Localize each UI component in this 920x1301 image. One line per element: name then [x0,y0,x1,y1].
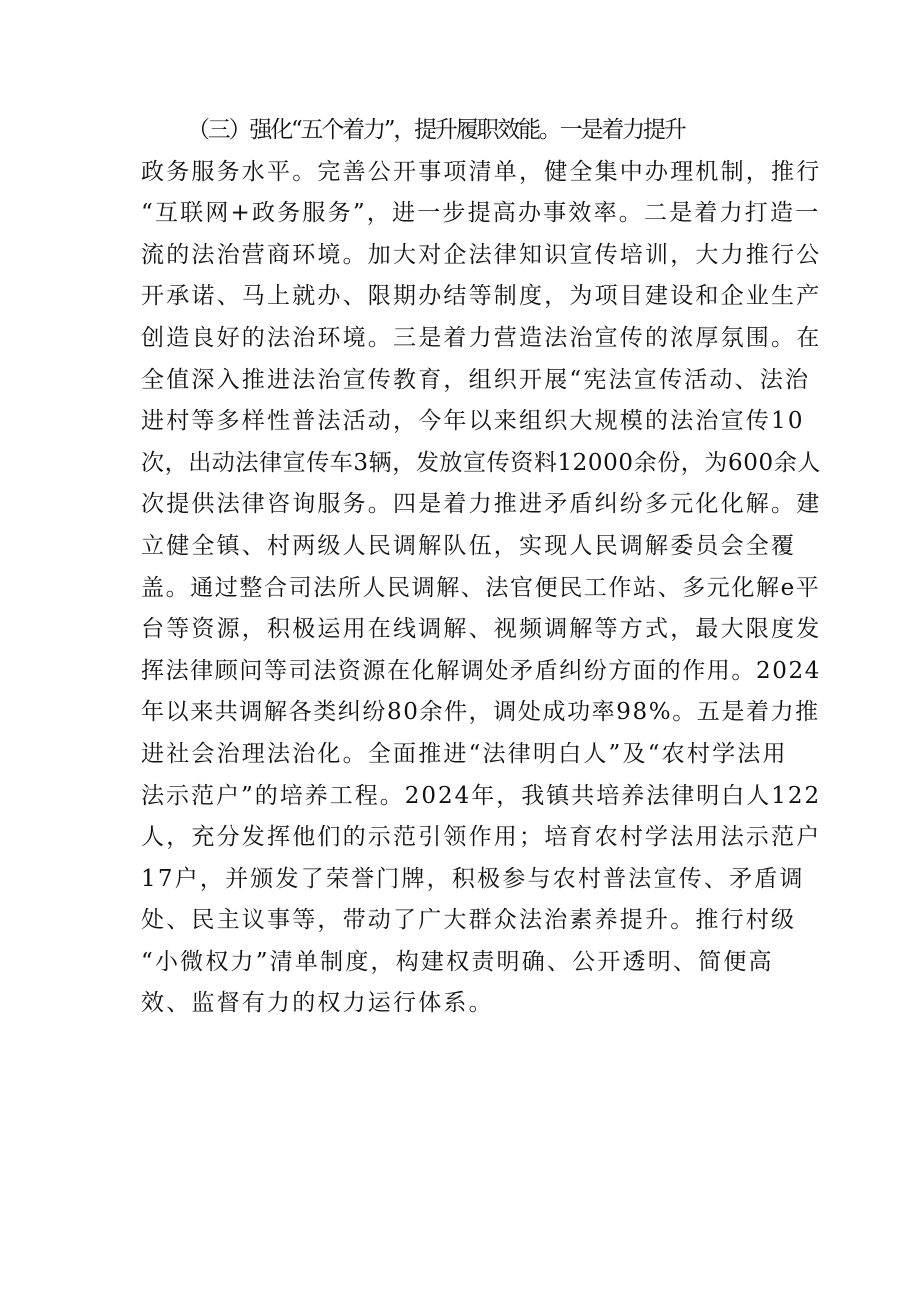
text-line: “互联网+政务服务”，进一步提高办事效率。二是着力打造一 [141,200,821,227]
text-line: 全值深入推进法治宣传教育，组织开展“宪法宣传活动、法治 [141,366,811,393]
text-line: 人，充分发挥他们的示范引领作用；培育农村学法用法示范户 [141,824,822,851]
text-line: 处、民主议事等，带动了广大群众法治素养提升。推行村级 [141,907,797,934]
text-line: 17户，并颁发了荣誉门牌，积极参与农村普法宣传、矛盾调 [141,865,805,892]
text-line: 政务服务水平。完善公开事项清单，健全集中办理机制，推行 [141,158,822,185]
body-paragraph [141,110,822,1025]
text-line: （三）强化“五个着力”，提升履职效能。一是着力提升 [187,117,685,143]
text-line: 进社会治理法治化。全面推进“法律明白人”及“农村学法用 [141,740,788,767]
text-line: 流的法治营商环境。加大对企法律知识宣传培训，大力推行公 [141,241,822,268]
text-line: 立健全镇、村两级人民调解队伍，实现人民调解委员会全覆 [141,532,797,559]
text-line: 次提供法律咨询服务。四是着力推进矛盾纠纷多元化化解。建 [141,491,822,518]
text-line: 次，出动法律宣传车3辆，发放宣传资料12000余份，为600余人 [141,449,821,476]
text-line: 效、监督有力的权力运行体系。 [141,990,494,1017]
text-line: 进村等多样性普法活动，今年以来组织大规模的法治宣传10 [141,408,805,435]
text-line: “小微权力”清单制度，构建权责明确、公开透明、简便高 [141,948,774,975]
text-line: 开承诺、马上就办、限期办结等制度，为项目建设和企业生产 [141,283,822,310]
text-line: 创造良好的法治环境。三是着力营造法治宣传的浓厚氛围。在 [141,324,822,351]
text-line: 盖。通过整合司法所人民调解、法官便民工作站、多元化解e平 [141,574,821,601]
text-line: 挥法律顾问等司法资源在化解调处矛盾纠纷方面的作用。2024 [141,657,821,684]
text-line: 台等资源，积极运用在线调解、视频调解等方式，最大限度发 [141,616,822,643]
text-line: 年以来共调解各类纠纷80余件，调处成功率98%。五是着力推 [141,699,820,726]
text-line: 法示范户”的培养工程。2024年，我镇共培养法律明白人122 [141,782,822,809]
